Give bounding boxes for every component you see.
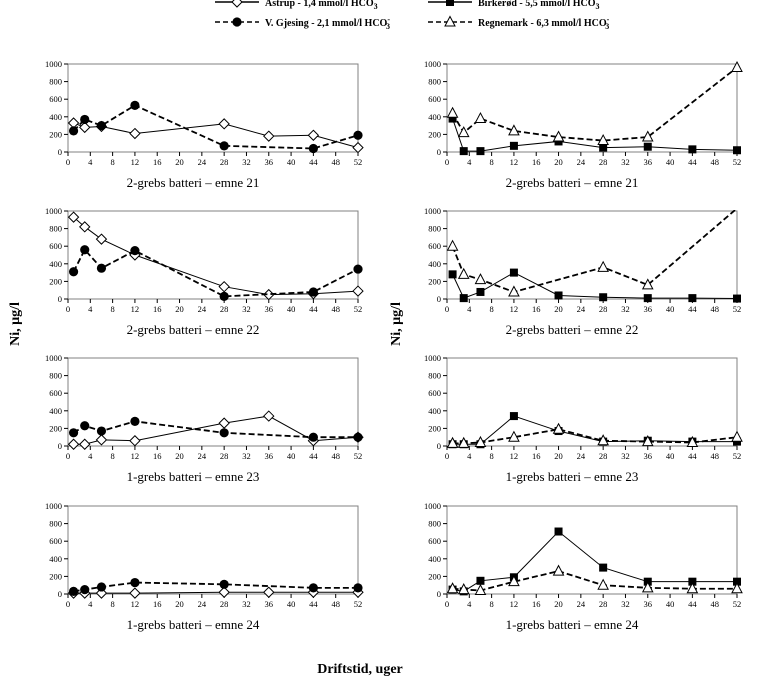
data-point: [510, 142, 518, 150]
x-tick-label: 8: [489, 451, 494, 461]
x-tick-label: 36: [264, 451, 274, 461]
data-point: [476, 147, 484, 155]
legend-label: V. Gjesing - 2,1 mmol/l HCO-3: [265, 15, 390, 31]
y-tick-label: 800: [428, 223, 441, 234]
x-tick-label: 20: [554, 157, 563, 167]
y-tick-label: 1000: [424, 59, 441, 69]
y-tick-label: 600: [49, 536, 62, 547]
series: [449, 269, 741, 303]
x-tick-label: 24: [576, 157, 586, 167]
x-tick-label: 32: [242, 451, 251, 461]
data-point: [220, 428, 229, 437]
x-tick-label: 48: [331, 157, 340, 167]
y-tick-label: 600: [428, 94, 441, 105]
data-point: [644, 143, 652, 151]
data-point: [309, 583, 318, 592]
y-tick-label: 600: [428, 388, 441, 399]
y-tick-label: 1000: [45, 206, 62, 216]
chart-panel: [45, 501, 363, 632]
x-tick-label: 8: [489, 599, 494, 609]
x-tick-label: 52: [353, 157, 363, 167]
data-point: [598, 262, 608, 272]
x-tick-label: 8: [110, 599, 115, 609]
series: [69, 212, 363, 299]
x-tick-label: 36: [643, 599, 653, 609]
x-tick-label: 36: [264, 599, 274, 609]
data-point: [97, 426, 106, 435]
x-tick-label: 20: [175, 451, 184, 461]
x-tick-label: 36: [264, 304, 274, 314]
data-point: [448, 108, 458, 118]
legend-label: Birkerød - 5,5 mmol/l $HCO_3$: [478, 0, 600, 11]
x-tick-label: 4: [88, 599, 93, 609]
x-tick-label: 48: [331, 599, 340, 609]
x-tick-label: 52: [353, 451, 363, 461]
data-point: [510, 412, 518, 420]
series-line: [74, 105, 358, 148]
y-tick-label: 400: [428, 258, 441, 269]
x-tick-label: 16: [152, 157, 162, 167]
y-tick-label: 1000: [424, 206, 441, 216]
series-line: [74, 217, 358, 294]
x-tick-label: 40: [286, 599, 296, 609]
y-tick-label: 400: [49, 258, 62, 269]
x-tick-label: 4: [88, 157, 93, 167]
x-tick-label: 24: [197, 157, 207, 167]
panel-caption: 2-grebs batteri – emne 21: [126, 175, 260, 190]
y-tick-label: 200: [428, 571, 441, 582]
data-point: [353, 264, 362, 273]
data-point: [130, 578, 139, 587]
y-tick-label: 800: [49, 76, 62, 87]
x-tick-label: 8: [489, 304, 494, 314]
data-point: [448, 241, 458, 251]
x-tick-label: 40: [286, 451, 296, 461]
y-tick-label: 0: [436, 147, 441, 157]
x-tick-label: 48: [331, 451, 340, 461]
data-point: [460, 147, 468, 155]
series: [448, 424, 742, 448]
data-point: [353, 433, 362, 442]
y-tick-label: 1000: [424, 501, 441, 511]
panel-caption: 2-grebs batteri – emne 21: [505, 175, 639, 190]
x-tick-label: 0: [444, 599, 450, 609]
x-tick-label: 48: [710, 157, 719, 167]
y-tick-label: 1000: [45, 353, 62, 363]
x-tick-label: 12: [130, 599, 140, 609]
x-tick-label: 8: [110, 304, 115, 314]
plot-area-frame: [447, 358, 737, 446]
data-point: [309, 144, 318, 153]
x-tick-label: 12: [509, 304, 519, 314]
x-tick-label: 44: [309, 599, 318, 609]
data-point: [460, 294, 468, 302]
chart-panel: [424, 353, 742, 484]
data-point: [130, 101, 139, 110]
x-tick-label: 4: [467, 304, 472, 314]
data-point: [459, 269, 469, 279]
x-tick-label: 36: [264, 157, 274, 167]
legend-marker: [232, 17, 241, 26]
x-tick-label: 52: [732, 451, 742, 461]
data-point: [220, 580, 229, 589]
x-tick-label: 20: [175, 304, 184, 314]
y-tick-label: 200: [428, 423, 441, 434]
data-point: [599, 564, 607, 572]
x-tick-label: 44: [309, 451, 318, 461]
legend-item: [428, 15, 610, 31]
series: [449, 528, 741, 596]
legend: [215, 0, 610, 31]
x-tick-label: 24: [576, 451, 586, 461]
x-tick-label: 12: [509, 451, 519, 461]
data-point: [733, 146, 741, 154]
x-tick-label: 12: [509, 157, 519, 167]
x-tick-label: 40: [665, 599, 675, 609]
x-tick-label: 52: [353, 304, 363, 314]
x-tick-label: 20: [175, 599, 184, 609]
x-tick-label: 52: [353, 599, 363, 609]
data-point: [688, 145, 696, 153]
y-tick-label: 0: [57, 294, 62, 304]
x-tick-label: 4: [467, 451, 472, 461]
x-tick-label: 48: [710, 451, 719, 461]
y-tick-label: 200: [49, 571, 62, 582]
data-point: [80, 245, 89, 254]
series: [69, 101, 363, 153]
data-point: [69, 428, 78, 437]
y-tick-label: 0: [436, 441, 441, 451]
x-tick-label: 24: [576, 599, 586, 609]
data-point: [732, 432, 742, 442]
x-tick-label: 44: [688, 157, 697, 167]
panel-caption: 1-grebs batteri – emne 23: [505, 469, 639, 484]
x-tick-label: 52: [732, 157, 742, 167]
data-point: [130, 246, 139, 255]
x-tick-label: 24: [576, 304, 586, 314]
x-tick-label: 0: [65, 599, 71, 609]
x-tick-label: 28: [219, 304, 229, 314]
data-point: [69, 439, 79, 449]
x-tick-label: 12: [130, 451, 140, 461]
data-point: [353, 583, 362, 592]
y-tick-label: 200: [49, 423, 62, 434]
x-tick-label: 0: [65, 304, 71, 314]
data-point: [130, 129, 140, 139]
data-point: [220, 292, 229, 301]
data-point: [475, 113, 485, 123]
legend-label: Regnemark - 6,3 mmol/l HCO-3: [478, 15, 610, 31]
x-tick-label: 32: [621, 157, 630, 167]
chart-panel: [424, 501, 742, 632]
x-tick-label: 36: [643, 157, 653, 167]
y-tick-label: 400: [49, 111, 62, 122]
y-tick-label: 800: [49, 518, 62, 529]
x-tick-label: 20: [554, 304, 563, 314]
data-point: [509, 286, 519, 296]
x-tick-label: 44: [688, 304, 697, 314]
panel-caption: 2-grebs batteri – emne 22: [126, 322, 260, 337]
x-tick-label: 24: [197, 451, 207, 461]
x-tick-label: 12: [509, 599, 519, 609]
data-point: [353, 143, 363, 153]
y-tick-label: 800: [428, 76, 441, 87]
x-tick-label: 0: [65, 451, 71, 461]
y-tick-label: 600: [49, 241, 62, 252]
data-point: [733, 295, 741, 303]
data-point: [309, 433, 318, 442]
series: [449, 115, 741, 156]
x-tick-label: 8: [110, 157, 115, 167]
legend-item: [428, 0, 600, 11]
y-axis-label-right: Ni, µg/l: [389, 302, 404, 346]
panel-caption: 1-grebs batteri – emne 24: [126, 617, 260, 632]
data-point: [97, 582, 106, 591]
x-tick-label: 40: [665, 157, 675, 167]
x-tick-label: 4: [467, 157, 472, 167]
x-tick-label: 16: [531, 157, 541, 167]
x-tick-label: 36: [643, 451, 653, 461]
x-tick-label: 4: [88, 304, 93, 314]
data-point: [80, 439, 90, 449]
data-point: [219, 119, 229, 129]
x-tick-label: 48: [710, 599, 719, 609]
x-tick-label: 0: [444, 304, 450, 314]
plot-area-frame: [68, 211, 358, 299]
y-tick-label: 1000: [424, 353, 441, 363]
y-tick-label: 1000: [45, 59, 62, 69]
data-point: [219, 418, 229, 428]
x-tick-label: 16: [152, 451, 162, 461]
x-tick-label: 28: [598, 451, 608, 461]
data-point: [555, 291, 563, 299]
data-point: [353, 131, 362, 140]
series-line: [453, 208, 737, 292]
x-tick-label: 12: [130, 157, 140, 167]
y-tick-label: 800: [428, 370, 441, 381]
data-point: [353, 286, 363, 296]
x-tick-label: 36: [643, 304, 653, 314]
x-tick-label: 48: [710, 304, 719, 314]
y-tick-label: 200: [428, 129, 441, 140]
series: [448, 208, 737, 296]
y-tick-label: 400: [49, 405, 62, 416]
y-tick-label: 0: [436, 294, 441, 304]
x-tick-label: 32: [242, 157, 251, 167]
x-tick-label: 32: [242, 599, 251, 609]
x-tick-label: 44: [309, 304, 318, 314]
data-point: [97, 264, 106, 273]
data-point: [510, 269, 518, 277]
y-tick-label: 0: [436, 589, 441, 599]
data-point: [80, 115, 89, 124]
x-tick-label: 52: [732, 304, 742, 314]
y-tick-label: 1000: [45, 501, 62, 511]
legend-item: [215, 0, 378, 11]
series: [69, 417, 363, 442]
y-tick-label: 800: [49, 223, 62, 234]
data-point: [599, 293, 607, 301]
x-tick-label: 16: [152, 304, 162, 314]
data-point: [220, 141, 229, 150]
data-point: [598, 580, 608, 590]
y-tick-label: 600: [428, 241, 441, 252]
data-point: [688, 294, 696, 302]
x-tick-label: 20: [175, 157, 184, 167]
data-point: [69, 587, 78, 596]
legend-label: Astrup - 1,4 mmol/l $HCO_3$: [265, 0, 378, 11]
x-tick-label: 52: [732, 599, 742, 609]
x-tick-label: 4: [467, 599, 472, 609]
data-point: [732, 62, 742, 71]
y-tick-label: 600: [49, 388, 62, 399]
chart-panel: [45, 353, 363, 484]
y-tick-label: 800: [428, 518, 441, 529]
x-tick-label: 16: [531, 451, 541, 461]
x-tick-label: 28: [219, 599, 229, 609]
series: [69, 411, 363, 449]
data-point: [219, 282, 229, 292]
y-tick-label: 800: [49, 370, 62, 381]
data-point: [69, 126, 78, 135]
x-tick-label: 28: [598, 599, 608, 609]
data-point: [264, 131, 274, 141]
legend-marker: [232, 0, 242, 7]
x-tick-label: 32: [621, 599, 630, 609]
chart-panel: [424, 206, 741, 337]
plot-area-frame: [68, 506, 358, 594]
legend-item: [215, 15, 390, 31]
chart-panel: [45, 59, 363, 190]
y-tick-label: 200: [428, 276, 441, 287]
x-tick-label: 16: [531, 304, 541, 314]
chart-panel: [424, 59, 742, 190]
series-line: [453, 68, 737, 141]
x-tick-label: 28: [598, 157, 608, 167]
chart-panel: [45, 206, 363, 337]
data-point: [476, 577, 484, 585]
x-tick-label: 28: [598, 304, 608, 314]
data-point: [643, 132, 653, 142]
x-tick-label: 32: [621, 304, 630, 314]
x-tick-label: 12: [130, 304, 140, 314]
y-tick-label: 400: [428, 111, 441, 122]
x-tick-label: 0: [444, 451, 450, 461]
y-tick-label: 200: [49, 276, 62, 287]
x-tick-label: 40: [665, 304, 675, 314]
x-tick-label: 20: [554, 451, 563, 461]
x-tick-label: 8: [489, 157, 494, 167]
x-tick-label: 32: [242, 304, 251, 314]
series: [69, 245, 363, 301]
x-tick-label: 32: [621, 451, 630, 461]
x-tick-label: 44: [309, 157, 318, 167]
y-tick-label: 600: [49, 94, 62, 105]
x-tick-label: 28: [219, 451, 229, 461]
panel-caption: 1-grebs batteri – emne 24: [505, 617, 639, 632]
data-point: [554, 566, 564, 576]
y-tick-label: 400: [428, 553, 441, 564]
y-tick-label: 0: [57, 589, 62, 599]
y-tick-label: 600: [428, 536, 441, 547]
data-point: [130, 436, 140, 446]
x-tick-label: 40: [665, 451, 675, 461]
y-axis-label-left: Ni, µg/l: [8, 302, 23, 346]
x-tick-label: 0: [444, 157, 450, 167]
data-point: [475, 274, 485, 284]
data-point: [476, 288, 484, 296]
data-point: [80, 421, 89, 430]
data-point: [96, 234, 106, 244]
data-point: [555, 528, 563, 536]
data-point: [264, 587, 274, 597]
y-tick-label: 0: [57, 147, 62, 157]
x-tick-label: 0: [65, 157, 71, 167]
data-point: [69, 267, 78, 276]
y-tick-label: 400: [428, 405, 441, 416]
x-tick-label: 44: [688, 599, 697, 609]
data-point: [80, 585, 89, 594]
x-tick-label: 48: [331, 304, 340, 314]
data-point: [130, 588, 140, 598]
x-tick-label: 28: [219, 157, 229, 167]
x-tick-label: 20: [554, 599, 563, 609]
data-point: [97, 121, 106, 130]
panel-caption: 2-grebs batteri – emne 22: [505, 322, 639, 337]
x-tick-label: 44: [688, 451, 697, 461]
x-tick-label: 16: [531, 599, 541, 609]
data-point: [264, 411, 274, 421]
data-point: [309, 287, 318, 296]
x-tick-label: 24: [197, 599, 207, 609]
y-tick-label: 400: [49, 553, 62, 564]
panel-caption: 1-grebs batteri – emne 23: [126, 469, 260, 484]
legend-marker: [446, 0, 454, 6]
y-tick-label: 200: [49, 129, 62, 140]
x-tick-label: 40: [286, 157, 296, 167]
data-point: [644, 294, 652, 302]
x-tick-label: 8: [110, 451, 115, 461]
data-point: [449, 270, 457, 278]
series: [448, 62, 742, 145]
data-point: [130, 417, 139, 426]
x-tick-label: 40: [286, 304, 296, 314]
data-point: [308, 130, 318, 140]
data-point: [96, 435, 106, 445]
y-tick-label: 0: [57, 441, 62, 451]
x-tick-label: 24: [197, 304, 207, 314]
x-tick-label: 16: [152, 599, 162, 609]
x-tick-label: 4: [88, 451, 93, 461]
x-axis-label: Driftstid, uger: [317, 662, 403, 677]
